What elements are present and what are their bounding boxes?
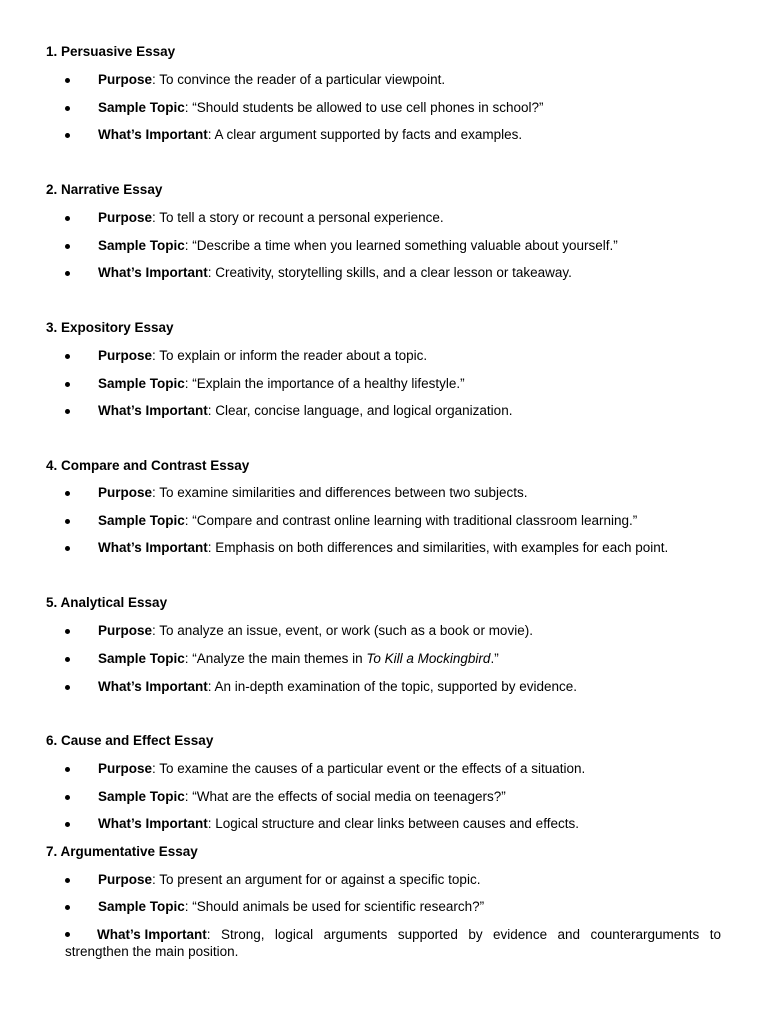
item-label: What’s Important [97,927,207,942]
item-label: What’s Important [98,265,208,280]
section-heading: 1. Persuasive Essay [46,44,176,59]
bullet-icon [65,932,70,937]
item-text: : To convince the reader of a particular viewpoint. [152,72,446,87]
list-item-sample-topic [0,375,768,395]
section-heading: 6. Cause and Effect Essay [46,733,214,748]
list-item-sample-topic [0,237,768,257]
list-item-purpose [0,71,768,91]
bullet-icon [65,629,70,634]
item-text: : To tell a story or recount a personal experience. [152,210,444,225]
item-text: : To examine the causes of a particular event or the effects of a situation. [152,761,586,776]
list-item-purpose [0,484,768,504]
item-label: Sample Topic [98,789,185,804]
item-text: : An in-depth examination of the topic, supported by evidence. [207,679,577,694]
item-text: : To analyze an issue, event, or work (such as a book or movie). [152,623,533,638]
bullet-icon [65,685,70,690]
section-heading: 7. Argumentative Essay [46,844,198,859]
item-text: : Emphasis on both differences and similarities, with examples for each point. [207,540,669,555]
bullet-icon [65,133,70,138]
bullet-icon [65,822,70,827]
list-item-purpose [0,871,768,891]
bullet-icon [65,905,70,910]
item-label: Sample Topic [98,238,185,253]
item-text: : To explain or inform the reader about a topic. [152,348,428,363]
bullet-icon [65,767,70,772]
list-item-sample-topic [0,788,768,808]
item-text: : To examine similarities and differences between two subjects. [152,485,528,500]
item-label: Purpose [98,623,153,638]
bullet-icon [65,382,70,387]
bullet-icon [65,546,70,551]
list-item-sample-topic [0,99,768,119]
bullet-icon [65,216,70,221]
item-label: Purpose [98,485,153,500]
item-text: : Logical structure and clear links between causes and effects. [207,816,579,831]
list-item-purpose [0,209,768,229]
item-text: : “Should students be allowed to use cell phones in school?” [184,100,544,115]
bullet-icon [65,244,70,249]
item-text: : Clear, concise language, and logical organization. [207,403,513,418]
item-label: Sample Topic [98,899,185,914]
bullet-icon [65,106,70,111]
item-text: : To present an argument for or against a specific topic. [152,872,481,887]
section-heading: 4. Compare and Contrast Essay [46,458,250,473]
bullet-icon [65,795,70,800]
item-label: What’s Important [98,403,208,418]
bullet-icon [65,878,70,883]
bullet-icon [65,354,70,359]
item-text: .” [490,651,499,666]
item-label: Purpose [98,348,153,363]
item-label: Purpose [98,761,153,776]
list-item-purpose [0,760,768,780]
item-text: : A clear argument supported by facts and examples. [207,127,523,142]
item-label: Purpose [98,872,153,887]
item-text: : “Should animals be used for scientific research?” [184,899,485,914]
bullet-icon [65,78,70,83]
list-item-important [0,678,768,698]
bullet-and-label [65,926,207,944]
book-title: To Kill a Mockingbird [366,651,491,666]
bullet-icon [65,491,70,496]
bullet-icon [65,519,70,524]
list-item-important [0,815,768,835]
item-label: What’s Important [98,540,208,555]
item-text: : “Describe a time when you learned something valuable about yourself.” [184,238,618,253]
list-item-important [0,402,768,422]
list-item-sample-topic [0,898,768,918]
item-label: Sample Topic [98,651,185,666]
item-label: Purpose [98,72,153,87]
section-heading: 3. Expository Essay [46,320,174,335]
item-text-continued: strengthen the main position. [65,944,239,959]
list-item-sample-topic [0,512,768,532]
list-item-important [0,126,768,146]
section-heading: 5. Analytical Essay [46,595,168,610]
item-text: : “What are the effects of social media on teenagers?” [184,789,506,804]
list-item-important [0,539,768,559]
item-text: : Strong, logical arguments supported by evidence and counterarguments to [206,927,721,942]
item-text: : “Analyze the main themes in [184,651,367,666]
item-label: Sample Topic [98,100,185,115]
list-item-purpose [0,622,768,642]
item-label: Purpose [98,210,153,225]
item-label: Sample Topic [98,513,185,528]
item-text: : “Compare and contrast online learning with traditional classroom learning.” [184,513,638,528]
list-item-purpose [0,347,768,367]
bullet-icon [65,657,70,662]
item-text: : “Explain the importance of a healthy lifestyle.” [184,376,465,391]
list-item-important [0,264,768,284]
item-label: What’s Important [98,816,208,831]
item-label: Sample Topic [98,376,185,391]
bullet-icon [65,271,70,276]
section-heading: 2. Narrative Essay [46,182,163,197]
item-text: : Creativity, storytelling skills, and a clear lesson or takeaway. [207,265,572,280]
item-label: What’s Important [98,679,208,694]
list-item-sample-topic [0,650,768,670]
item-label: What’s Important [98,127,208,142]
bullet-icon [65,409,70,414]
